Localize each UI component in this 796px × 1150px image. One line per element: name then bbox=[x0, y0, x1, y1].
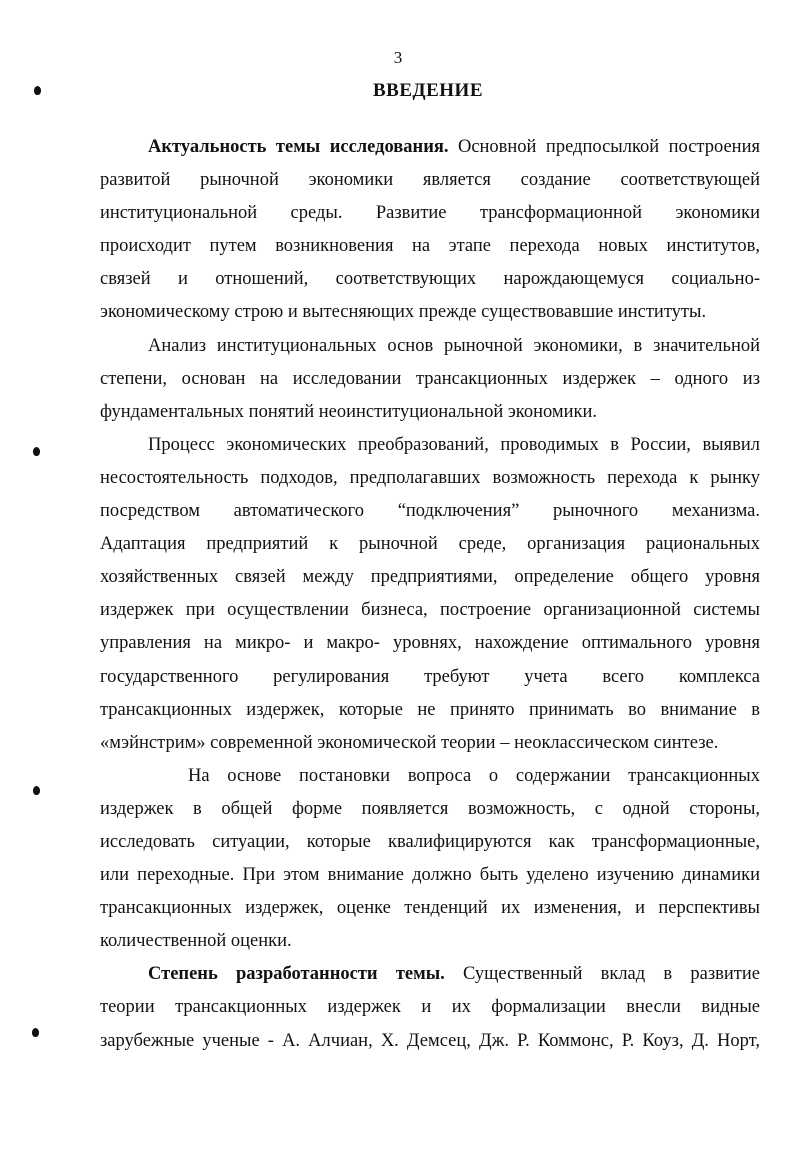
text-line: хозяйственных связей между предприятиями, определение общего уровня bbox=[100, 567, 760, 588]
text-line: «мэйнстрим» современной экономической теории – неоклассическом синтезе. bbox=[100, 732, 719, 753]
page-number: 3 bbox=[393, 48, 403, 67]
paragraph-heading: Актуальность темы исследования. bbox=[148, 137, 449, 157]
body-text bbox=[100, 131, 760, 1058]
page-title: ВВЕДЕНИЕ bbox=[373, 80, 483, 101]
text-line: На основе постановки вопроса о содержании трансакционных bbox=[188, 765, 760, 786]
text-line: институциональной среды. Развитие трансформационной экономики bbox=[100, 203, 760, 224]
text-line: экономическому строю и вытесняющих прежде существовавшие институты. bbox=[100, 302, 707, 323]
text-line: государственного регулирования требуют учета всего комплекса bbox=[100, 666, 760, 687]
text-line: Актуальность темы исследования. Основной предпосылкой построения bbox=[148, 137, 760, 157]
text-line: происходит путем возникновения на этапе перехода новых институтов, bbox=[100, 236, 760, 257]
text-line: развитой рыночной экономики является создание соответствующей bbox=[100, 170, 760, 191]
text-line: зарубежные ученые - А. Алчиан, Х. Демсец, Дж. Р. Коммонс, Р. Коуз, Д. Норт, bbox=[100, 1030, 760, 1051]
text-line: исследовать ситуации, которые квалифицируются как трансформационные, bbox=[100, 831, 760, 852]
text-line: Степень разработанности темы. Существенный вклад в развитие bbox=[148, 964, 760, 985]
text-line: фундаментальных понятий неоинституциональной экономики. bbox=[100, 401, 598, 422]
text-line: посредством автоматического “подключения” рыночного механизма. bbox=[100, 501, 760, 522]
text-line: степени, основан на исследовании трансакционных издержек – одного из bbox=[100, 368, 760, 389]
margin-mark bbox=[32, 1028, 39, 1037]
text-line: управления на микро- и макро- уровнях, нахождение оптимального уровня bbox=[100, 633, 760, 654]
text-line: трансакционных издержек, которые не принято принимать во внимание в bbox=[100, 699, 760, 720]
text-line: теории трансакционных издержек и их формализации внесли видные bbox=[100, 997, 760, 1018]
text-line: трансакционных издержек, оценке тенденций их изменения, и перспективы bbox=[100, 898, 760, 919]
text-line: количественной оценки. bbox=[100, 931, 292, 952]
margin-mark bbox=[33, 447, 40, 456]
margin-mark bbox=[34, 86, 41, 95]
text-line: несостоятельность подходов, предполагавших возможность перехода к рынку bbox=[100, 467, 760, 488]
text-line: издержек при осуществлении бизнеса, построение организационной системы bbox=[100, 600, 760, 621]
text-line: издержек в общей форме появляется возможность, с одной стороны, bbox=[100, 798, 760, 819]
margin-mark bbox=[33, 786, 40, 795]
text-line: Адаптация предприятий к рыночной среде, организация рациональных bbox=[100, 534, 760, 555]
text-line: Процесс экономических преобразований, проводимых в России, выявил bbox=[148, 434, 760, 455]
text-line: связей и отношений, соответствующих нарождающемуся социально- bbox=[100, 269, 760, 290]
text-line: или переходные. При этом внимание должно быть уделено изучению динамики bbox=[100, 865, 760, 886]
text-line: Анализ институциональных основ рыночной экономики, в значительной bbox=[148, 335, 760, 356]
paragraph-heading: Степень разработанности темы. bbox=[148, 964, 445, 985]
